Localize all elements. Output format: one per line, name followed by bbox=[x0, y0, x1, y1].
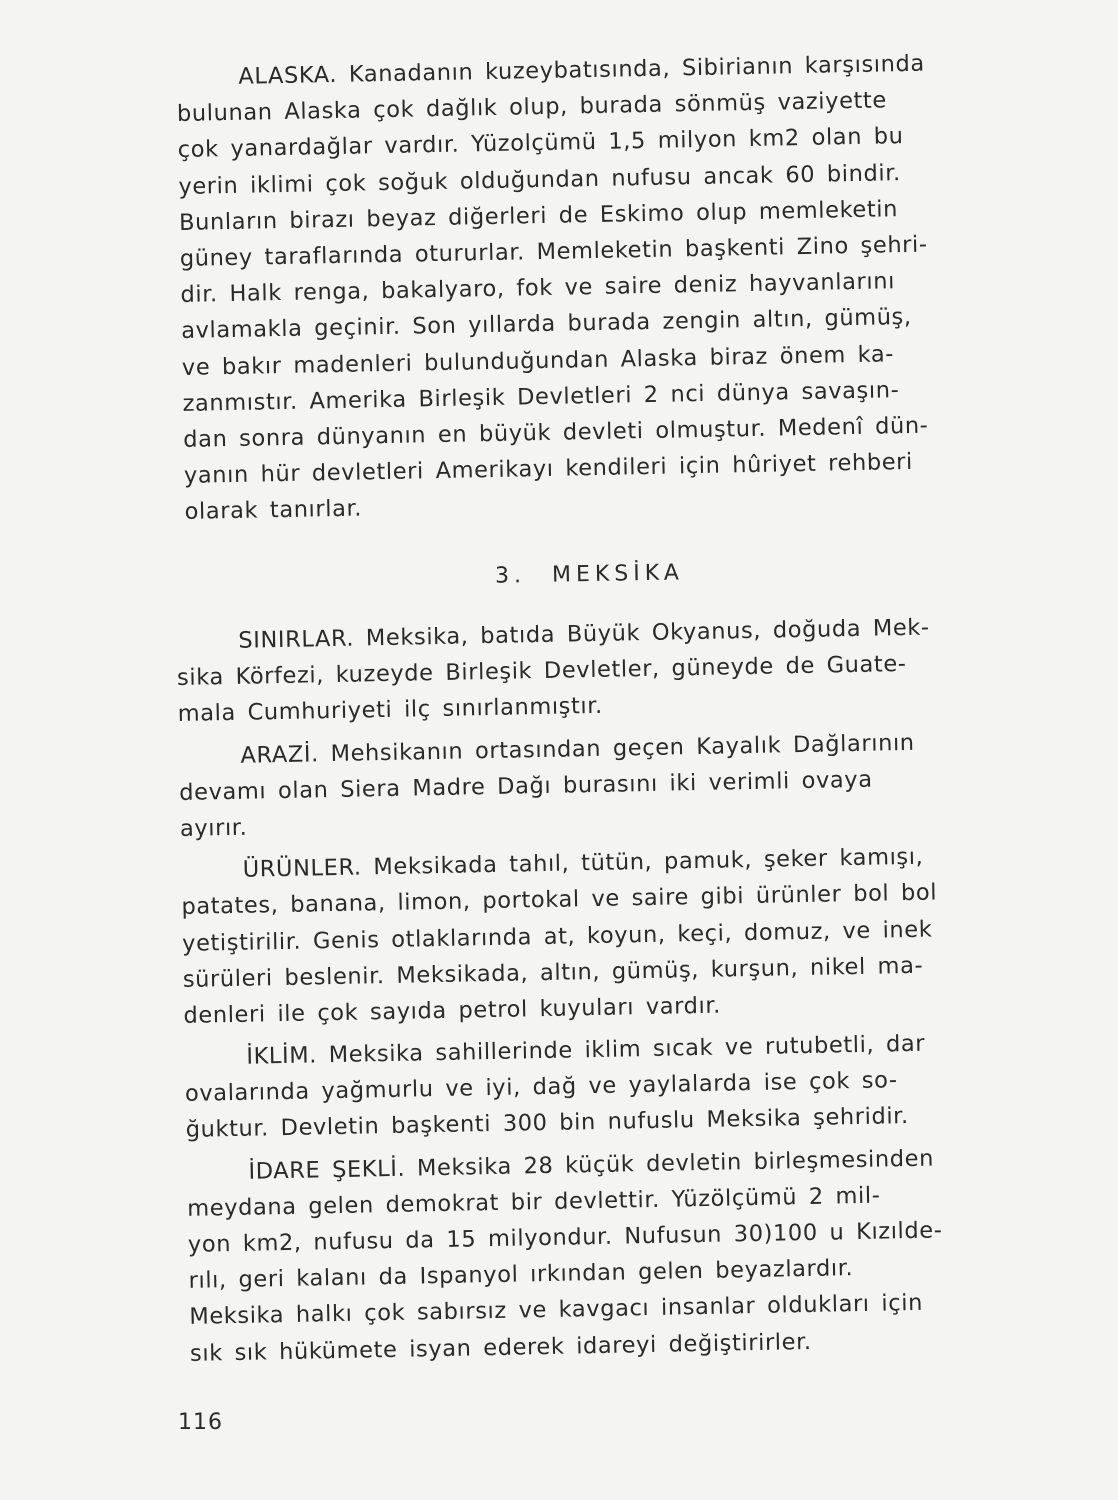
idare-paragraph bbox=[186, 1138, 1060, 1372]
text-line: Meksika halkı çok sabırsız ve kavgacı insanlar oldukları için bbox=[189, 1290, 924, 1331]
text-line: denleri ile çok sayıda petrol kuyuları vardır. bbox=[183, 992, 722, 1029]
text-line: ğuktur. Devletin başkenti 300 bin nufuslu Meksika şehridir. bbox=[185, 1103, 909, 1144]
page-number: 116 bbox=[178, 1410, 223, 1435]
text-line: bulunan Alaska çok dağlık olup, burada sönmüş vaziyette bbox=[176, 87, 888, 128]
text-line: yerin iklimi çok soğuk olduğundan nufusu ancak 60 bindir. bbox=[178, 159, 901, 200]
text-line: sürüleri beslenir. Meksikada, altın, gümüş, kurşun, nikel ma- bbox=[182, 952, 924, 993]
urunler-paragraph bbox=[180, 836, 1053, 1034]
text-line: İDARE ŞEKLİ. Meksika 28 küçük devletin birleşmesinden bbox=[248, 1145, 935, 1185]
text-line: zanmıstır. Amerika Birleşik Devletleri 2 nci dünya savaşın- bbox=[182, 376, 900, 417]
section-heading: 3. MEKSİKA bbox=[494, 560, 685, 589]
text-line: olarak tanırlar. bbox=[184, 495, 363, 526]
text-line: yanın hür devletleri Amerikayı kendileri için hûriyet rehberi bbox=[183, 448, 914, 489]
iklim-paragraph bbox=[184, 1023, 1056, 1148]
text-line: dan sonra dünyanın en büyük devleti olmuştur. Medenî dün- bbox=[183, 412, 929, 453]
text-line: avlamakla geçinir. Son yıllarda burada zengin altın, gümüş, bbox=[180, 304, 912, 345]
text-line: İKLİM. Meksika sahillerinde iklim sıcak ve rutubetli, dar bbox=[246, 1030, 926, 1070]
text-line: ovalarında yağmurlu ve iyi, dağ ve yaylalarda ise çok so- bbox=[184, 1067, 898, 1108]
text-line: ARAZİ. Mehsikanın ortasından geçen Kayalık Dağlarının bbox=[240, 729, 915, 769]
text-line: ve bakır madenleri bulunduğundan Alaska biraz önem ka- bbox=[181, 340, 895, 381]
text-line: ÜRÜNLER. Meksikada tahıl, tütün, pamuk, şeker kamışı, bbox=[242, 843, 924, 883]
text-line: sık sık hükümete isyan ederek idareyi değiştirirler. bbox=[189, 1328, 812, 1367]
mexico-section bbox=[176, 607, 1060, 1377]
alaska-paragraph bbox=[176, 43, 1055, 530]
text-line: mala Cumhuriyeti ilç sınırlanmıştır. bbox=[177, 693, 604, 728]
text-line: patates, banana, limon, portokal ve saire gibi ürünler bol bol bbox=[181, 879, 938, 921]
sinirlar-paragraph bbox=[176, 607, 1048, 732]
text-line: SINIRLAR. Meksika, batıda Büyük Okyanus, doğuda Mek- bbox=[238, 614, 930, 654]
text-line: ayırır. bbox=[179, 814, 248, 842]
text-line: sika Körfezi, kuzeyde Birleşik Devletler, güneyde de Guate- bbox=[176, 651, 907, 692]
text-line: yetiştirilir. Genis otlaklarında at, koyun, keçi, domuz, ve inek bbox=[181, 916, 933, 957]
text-line: güney taraflarında otururlar. Memleketin başkenti Zino şehri- bbox=[179, 231, 928, 272]
text-line: yon km2, nufusu da 15 milyondur. Nufusun 30)100 u Kızılde- bbox=[187, 1217, 943, 1258]
arazi-paragraph bbox=[178, 722, 1050, 847]
text-line: devamı olan Siera Madre Dağı burasını iki verimli ovaya bbox=[178, 766, 873, 806]
text-line: çok yanardağlar vardır. Yüzolçümü 1,5 milyon km2 olan bu bbox=[177, 123, 904, 164]
text-line: meydana gelen demokrat bir devlettir. Yüzölçümü 2 mil- bbox=[186, 1182, 881, 1222]
text-line: Bunların birazı beyaz diğerleri de Eskimo olup memleketin bbox=[178, 195, 899, 236]
text-line: ALASKA. Kanadanın kuzeybatısında, Sibirianın karşısında bbox=[238, 50, 925, 90]
text-line: rılı, geri kalanı da Ispanyol ırkından gelen beyazlardır. bbox=[188, 1255, 854, 1295]
text-line: dir. Halk renga, bakalyaro, fok ve saire deniz hayvanlarını bbox=[180, 268, 896, 309]
